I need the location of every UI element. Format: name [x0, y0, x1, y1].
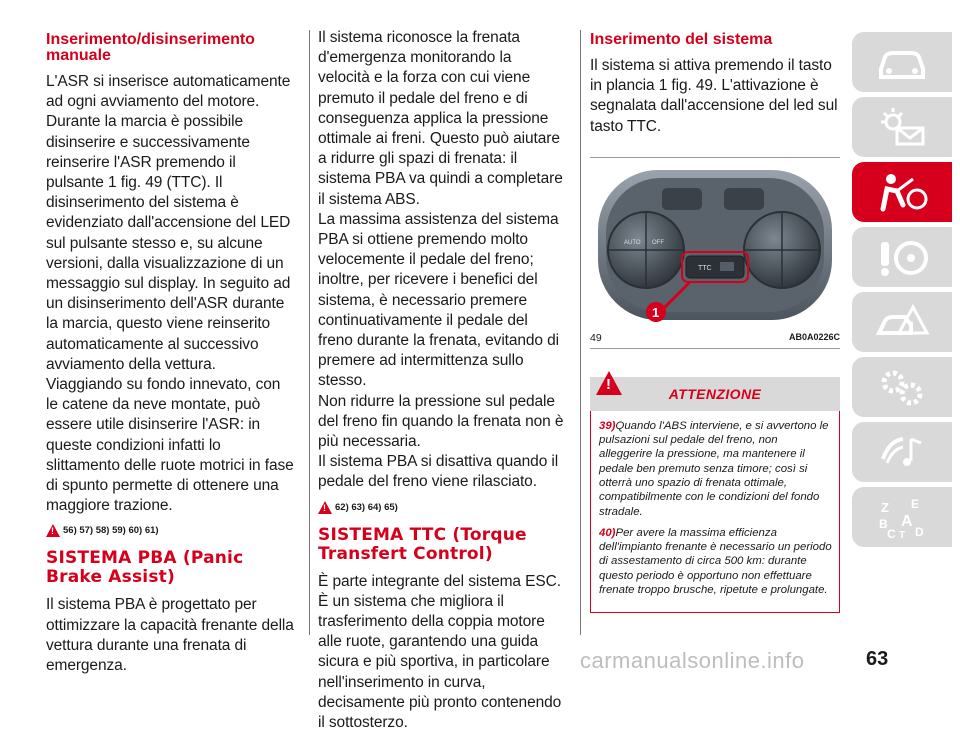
- maintenance-gears-icon: [873, 364, 931, 410]
- svg-text:T: T: [899, 530, 906, 540]
- tab-dashboard-lights[interactable]: [852, 97, 952, 157]
- figure-climate-panel: [590, 157, 840, 328]
- warning-triangle-icon: !: [46, 524, 60, 537]
- figure-number: 49: [590, 331, 602, 344]
- warning-triangle-icon: !: [596, 371, 622, 395]
- svg-text:A: A: [901, 513, 913, 530]
- attention-header: [590, 377, 840, 411]
- svg-text:B: B: [879, 517, 888, 531]
- heading-sistema-ttc: SISTEMA TTC (Torque Transfert Control): [318, 524, 527, 564]
- reference-numbers: 56) 57) 58) 59) 60) 61): [63, 525, 159, 537]
- svg-text:C: C: [887, 527, 896, 540]
- attention-item-text: Quando l'ABS interviene, e si avvertono le pulsazioni sul pedale del freno, non alleggerire la pressione, ma mantenere il pedale ben premuto senza timore; così si otterrà uno spazio di frenata ottimale, compatibilmente con le condizioni del fondo stradale.: [599, 419, 829, 518]
- off-label: OFF: [652, 239, 664, 246]
- callout-number: 1: [652, 304, 660, 320]
- auto-label: AUTO: [624, 239, 641, 246]
- paragraph: È parte integrante del sistema ESC. È un sistema che migliora il trasferimento della coppia motore alle ruote, garantendo una guida sicura e più sportiva, in particolare nell'inserimento in curva, decisamente più pronto contenendo il sottosterzo.: [318, 572, 562, 732]
- warning-road-icon: [873, 299, 931, 345]
- reference-numbers: 62) 63) 64) 65): [335, 501, 398, 513]
- paragraph: Il sistema PBA si disattiva quando il pedale del freno viene rilasciato.: [318, 453, 559, 491]
- paragraph: Non ridurre la pressione sul pedale del freno fin quando la frenata non è più necessaria.: [318, 392, 564, 451]
- svg-text:Z: Z: [881, 500, 889, 515]
- figure-caption: [590, 328, 840, 349]
- tab-multimedia[interactable]: [852, 422, 952, 482]
- media-icon: [873, 429, 931, 475]
- warning-references: [46, 524, 296, 537]
- attention-item: [599, 526, 833, 597]
- attention-item-number: 40): [599, 526, 616, 539]
- column-divider: [580, 30, 581, 635]
- heading-sistema-pba: SISTEMA PBA (Panic Brake Assist): [46, 548, 244, 588]
- heading-inserimento-sistema: Inserimento del sistema: [590, 31, 773, 48]
- tab-driving[interactable]: [852, 227, 952, 287]
- watermark: carmanualsonline.info: [580, 648, 805, 673]
- safety-airbag-icon: [873, 169, 931, 215]
- attention-item: [599, 419, 833, 519]
- tab-car[interactable]: [852, 32, 952, 92]
- chapter-tabs: [852, 32, 956, 552]
- attention-item-number: 39): [599, 419, 616, 432]
- paragraph: Il sistema riconosce la frenata d'emergenza monitorando la velocità e la forza con cui viene premuto il pedale del freno e di conseguenza applica la pressione ottimale ai freni. Questo può aiutare a ridurre gli spazi di frenata: il sistema PBA va quindi a completare il sistema ABS.: [318, 29, 563, 208]
- attention-box: [590, 377, 840, 614]
- ttc-button-label: TTC: [698, 264, 712, 272]
- svg-text:!: !: [910, 319, 914, 333]
- car-icon: [873, 39, 931, 85]
- column-left: [46, 28, 296, 676]
- tab-safety[interactable]: [852, 162, 952, 222]
- paragraph: La massima assistenza del sistema PBA si ottiene premendo molto velocemente il pedale del freno; inoltre, per ricevere i benefici del sistema, è necessario premere continuativamente il pedale del freno durante la frenata, evitando di premere ad intermittenza sullo stesso.: [318, 210, 560, 390]
- key-steering-icon: [873, 234, 931, 280]
- heading-inserimento-manuale: Inserimento/disinserimento manuale: [46, 31, 255, 64]
- attention-body: [590, 411, 840, 614]
- climate-control-panel-image: [590, 158, 840, 328]
- tab-emergency[interactable]: [852, 292, 952, 352]
- column-middle: [318, 28, 566, 733]
- tab-maintenance[interactable]: [852, 357, 952, 417]
- page-number: 63: [866, 648, 889, 670]
- attention-item-text: Per avere la massima efficienza dell'impianto frenante è necessario un periodo di assestamento di circa 500 km: durante questo periodo è opportuno non effettuare frenate troppo brusche, ripetute e prolungate.: [599, 526, 832, 597]
- svg-text:D: D: [915, 525, 924, 539]
- column-right: [590, 28, 840, 613]
- paragraph: Il sistema PBA è progettato per ottimizzare la capacità frenante della vettura durante una frenata di emergenza.: [46, 596, 294, 675]
- warning-triangle-icon: !: [318, 501, 332, 514]
- paragraph: Il sistema si attiva premendo il tasto in plancia 1 fig. 49. L'attivazione è segnalata dall'accensione del led sul tasto TTC.: [590, 57, 838, 135]
- index-letters-icon: [873, 494, 931, 540]
- figure-code: AB0A0226C: [788, 331, 840, 342]
- paragraph: L'ASR si inserisce automaticamente ad ogni avviamento del motore. Durante la marcia è possibile disinserire e successivamente reinserire l'ASR premendo il pulsante 1 fig. 49 (TTC). Il disinserimento del sistema è evidenziato dall'accensione del LED sul pulsante stesso e, su alcune versioni, dalla visualizzazione di un messaggio sul display. In seguito ad un disinserimento dell'ASR durante la marcia, questo viene reinserito automaticamente al successivo avviamento della vettura.: [46, 73, 291, 373]
- column-divider: [309, 30, 310, 635]
- svg-text:E: E: [911, 497, 920, 511]
- attention-title: ATTENZIONE: [668, 385, 762, 402]
- dashboard-lights-icon: [873, 104, 931, 150]
- warning-references: [318, 501, 566, 514]
- paragraph: Viaggiando su fondo innevato, con le catene da neve montate, può essere utile disinserire l'ASR: in queste condizioni infatti lo slittamento delle ruote motrici in fase di spunto permette di ottenere una maggiore trazione.: [46, 376, 294, 515]
- tab-index[interactable]: [852, 487, 952, 547]
